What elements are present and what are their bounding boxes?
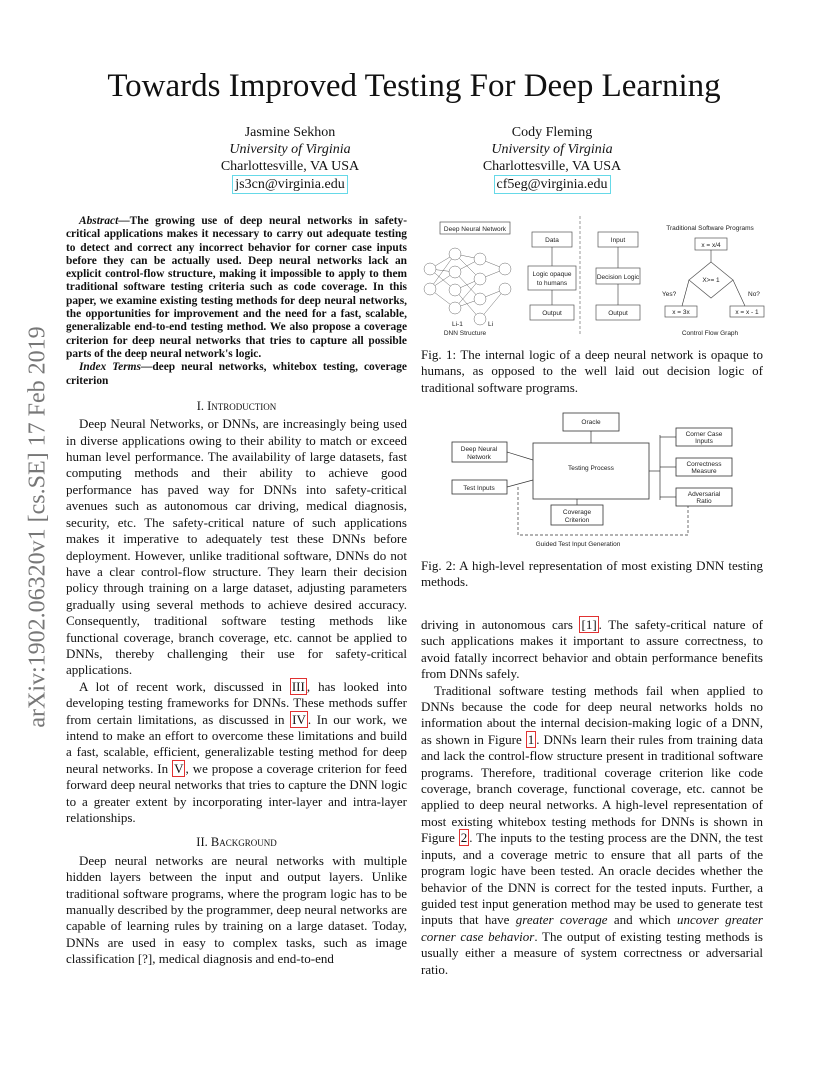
index-terms-lead: Index Terms xyxy=(79,361,141,374)
author-name: Jasmine Sekhon xyxy=(244,125,336,140)
yes-label: Yes? xyxy=(662,291,677,298)
data-box: Data xyxy=(545,237,559,244)
text-run: Traditional software testing methods fail when applied to DNNs because the code for deep neural networks holds no information about the internal decision-making logic of a DNN, as shown in Figure xyxy=(421,682,763,747)
coverage-box: Criterion xyxy=(564,517,590,524)
correctness-box: Measure xyxy=(691,468,717,475)
author-block-1 xyxy=(170,124,410,194)
nn-graph xyxy=(424,248,511,325)
guided-generation-label: Guided Test Input Generation xyxy=(535,541,621,548)
text-run: . In our work, we intend to make an effort to overcome these limitations and build a fast, scalable, efficient, generalizable testing method for deep neural networks. In xyxy=(66,711,407,776)
paper-title: Towards Improved Testing For Deep Learning xyxy=(107,68,721,104)
dnn-structure-label: DNN Structure xyxy=(443,330,487,337)
dnn-box: Deep Neural xyxy=(460,446,498,453)
cfg-label: Control Flow Graph xyxy=(681,330,739,337)
dnn-box: Network xyxy=(467,454,491,461)
right-column xyxy=(421,617,763,978)
logic-opaque-text: Logic opaque xyxy=(532,271,572,278)
adversarial-box: Adversarial xyxy=(687,491,721,498)
section-ref-link[interactable]: IV xyxy=(292,711,306,727)
section-ref-link[interactable]: III xyxy=(291,678,305,694)
tsp-title: Traditional Software Programs xyxy=(666,225,754,232)
section-ref-link[interactable]: V xyxy=(174,760,184,776)
test-inputs-box: Test Inputs xyxy=(463,485,495,492)
abstract-lead: Abstract xyxy=(79,215,119,227)
output-box: Output xyxy=(542,310,562,317)
abstract xyxy=(66,215,407,388)
author-block-2 xyxy=(432,124,672,194)
corner-case-box: Inputs xyxy=(695,438,713,445)
layer-label: Li-1 xyxy=(452,321,463,328)
figure-2-diagram xyxy=(448,410,748,550)
correctness-box: Correctness xyxy=(686,461,722,468)
yes-box: x = 3x xyxy=(672,309,690,316)
text-run: . The inputs to the testing process are the DNN, the test inputs, and a coverage metric to ensure that all parts of the program logic have been tested. An oracle decides whether the behavior of the DNN is correct for the tested inputs. Further, a guided test input generation method may be used to generate test inputs that have xyxy=(421,830,763,928)
corner-case-box: Corner Case xyxy=(685,431,723,438)
left-column xyxy=(66,215,407,968)
text-run: driving in autonomous cars xyxy=(421,617,580,632)
figure-ref-link[interactable]: 2 xyxy=(460,830,468,846)
text-run: , we propose a coverage criterion for feed forward deep neural networks that tries to capture the DNN logic to a greater extent by incorporating inter-layer and intra-layer relationships. xyxy=(66,760,407,826)
logic-opaque-text: to humans xyxy=(536,280,568,287)
text-run: . The safety-critical nature of such applications makes it important to assure correctness, to avoid fatally incorrect behavior and obtain performance benefits from DNNs safely. xyxy=(421,617,763,682)
arxiv-sidebar xyxy=(18,292,58,762)
paragraph: Deep Neural Networks, or DNNs, are increasingly being used in diverse applications owing to their ability to match or exceed human level performance. The availability of large datasets, fast computing methods and their ability to achieve good performance has paved way for DNNs into safety-critical avenues such as autonomous car driving, medical diagnosis, security, etc. The safety-critical nature of such applications makes it imperative to adequately test these DNNs before deployment. However, unlike traditional software, DNNs do not have a clear control-flow structure. They learn their decision policy through training on a large dataset, adjusting parameters gradually using several methods to achieve desired accuracy. Consequently, traditional software testing methods like functional coverage, branch coverage, etc. cannot be applied to DNNs, thereby challenging their use for safety-critical applications. xyxy=(66,416,407,678)
input-box: Input xyxy=(610,237,626,244)
author-email-link[interactable]: js3cn@virginia.edu xyxy=(232,175,347,194)
no-label: No? xyxy=(748,291,760,298)
arxiv-identifier: arXiv:1902.06320v1 [cs.SE] 17 Feb 2019 xyxy=(24,326,51,728)
abstract-text: —The growing use of deep neural networks in safety-critical applications makes it necessary to carry out adequate testing to detect and correct any incorrect behavior for corner case inputs before they can be actually used. Deep neural networks lack an explicit control-flow structure, making it impossible to apply to them traditional software testing criteria such as code coverage. In this paper, we examine existing testing methods for deep neural networks, the opportunities for improvement and the need for a fast, scalable, generalizable end-to-end testing method. We also propose a coverage criterion for deep neural networks that tries to capture all possible parts of the deep neural network's logic. xyxy=(66,215,407,360)
text-run: . DNNs learn their rules from training data and lack the control-flow structure present in traditional software programs. Therefore, traditional coverage criterion like code coverage, branch coverage, functional coverage, etc. cannot be applied to deep neural networks. A high-level representation of most existing whitebox testing methods for DNNs is shown in Figure xyxy=(421,731,763,846)
author-email-link[interactable]: cf5eg@virginia.edu xyxy=(494,175,611,194)
citation-link[interactable]: [1] xyxy=(581,617,597,632)
oracle-box: Oracle xyxy=(581,419,601,426)
adversarial-box: Ratio xyxy=(696,498,712,505)
decision-logic-box: Decision Logic xyxy=(596,274,640,281)
figure-1-caption: Fig. 1: The internal logic of a deep neural network is opaque to humans, as opposed to the well laid out decision logic of traditional software programs. xyxy=(421,347,763,395)
paragraph xyxy=(421,683,763,978)
coverage-box: Coverage xyxy=(562,509,592,516)
emphasis-text: greater coverage xyxy=(515,912,608,928)
section-heading-background: II. Background xyxy=(196,835,277,850)
condition-text: X>= 1 xyxy=(702,277,720,284)
author-location: Charlottesville, VA USA xyxy=(220,159,360,174)
text-run: and which xyxy=(607,912,677,928)
layer-label: Li xyxy=(488,321,494,328)
paragraph xyxy=(66,679,407,827)
text-run: , has looked into developing testing frameworks for DNNs. These methods suffer from certain limitations, as discussed in xyxy=(66,678,407,727)
figure-ref-link[interactable]: 1 xyxy=(527,731,535,747)
paragraph xyxy=(421,617,763,683)
assign-box: x = x/4 xyxy=(701,242,721,249)
dnn-title-text: Deep Neural Network xyxy=(443,226,507,233)
index-terms-text: —deep neural networks, whitebox testing, coverage criterion xyxy=(66,361,407,387)
figure-2-caption: Fig. 2: A high-level representation of most existing DNN testing methods. xyxy=(421,558,763,590)
author-location: Charlottesville, VA USA xyxy=(482,159,622,174)
author-name: Cody Fleming xyxy=(511,125,593,140)
output-box: Output xyxy=(608,310,628,317)
no-box: x = x - 1 xyxy=(735,309,759,316)
text-run: . The output of existing testing methods is usually either a measure of system correctness or adversarial ratio. xyxy=(421,928,763,977)
section-heading-introduction: I. Introduction xyxy=(196,398,277,413)
author-affiliation: University of Virginia xyxy=(491,142,613,157)
author-affiliation: University of Virginia xyxy=(229,142,351,157)
text-run: A lot of recent work, discussed in xyxy=(79,678,290,694)
emphasis-text: uncover greater corner case behavior xyxy=(421,912,763,944)
figure-1-diagram xyxy=(420,214,770,344)
paragraph: Deep neural networks are neural networks with multiple hidden layers between the input and output layers. Unlike traditional software programs, where the program logic has to be manually described by the programmer, deep neural networks are capable of learning rules by training on a large dataset. Today, DNNs are used in easy to complex tasks, such as image classification [?], medical diagnosis and end-to-end xyxy=(66,852,407,967)
testing-process-box: Testing Process xyxy=(568,465,614,472)
